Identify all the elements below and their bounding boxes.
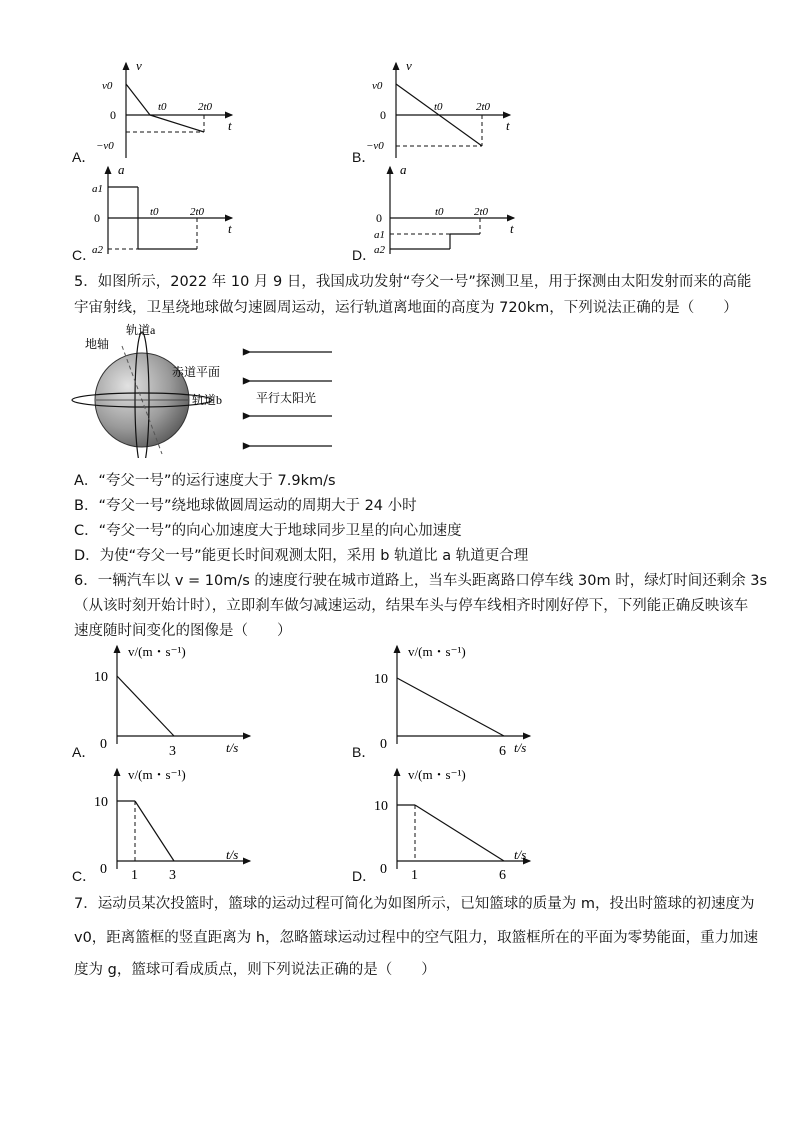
q5-option-c[interactable]: C．“夸父一号”的向心加速度大于地球同步卫星的向心加速度 xyxy=(74,523,462,539)
svg-text:t0: t0 xyxy=(150,206,159,218)
q5-option-a[interactable]: A．“夸父一号”的运行速度大于 7.9km/s xyxy=(74,473,336,489)
q4-option-b xyxy=(350,58,530,168)
svg-text:v/(m・s⁻¹): v/(m・s⁻¹) xyxy=(128,767,186,782)
svg-text:v/(m・s⁻¹): v/(m・s⁻¹) xyxy=(128,644,186,659)
v-axis-label: v xyxy=(136,58,142,73)
q6-graph-a xyxy=(70,640,270,760)
svg-text:v: v xyxy=(406,58,412,73)
q7-stem-line2: v0，距离篮框的竖直距离为 h，忽略篮球运动过程中的空气阻力，取篮框所在的平面为零势能面，重力加速 xyxy=(74,930,759,946)
svg-text:6: 6 xyxy=(499,868,506,883)
svg-text:0: 0 xyxy=(380,737,387,752)
svg-text:t/s: t/s xyxy=(514,847,527,862)
q4-graph-a xyxy=(70,58,250,168)
svg-text:a2: a2 xyxy=(374,244,385,256)
q5-stem-line2: 宇宙射线，卫星绕地球做匀速圆周运动，运行轨道离地面的高度为 720km，下列说法正确的是（ ） xyxy=(74,300,738,316)
svg-text:v/(m・s⁻¹): v/(m・s⁻¹) xyxy=(408,767,466,782)
q4-option-c-label[interactable]: C． xyxy=(72,247,97,263)
sunlight-label: 平行太阳光 xyxy=(256,391,317,405)
q4-option-d-label[interactable]: D． xyxy=(352,247,377,263)
v-t-line xyxy=(397,678,504,736)
t-axis-label: t xyxy=(228,118,232,133)
q5-option-d[interactable]: D．为使“夸父一号”能更长时间观测太阳，采用 b 轨道比 a 轨道更合理 xyxy=(74,548,529,564)
svg-text:a: a xyxy=(400,162,407,177)
svg-text:t/s: t/s xyxy=(514,740,527,755)
line-seg-1 xyxy=(126,84,150,115)
line-seg-2 xyxy=(150,115,204,132)
q6-graph-b xyxy=(350,640,550,760)
q6-stem-line1: 6．一辆汽车以 v = 10m/s 的速度行驶在城市道路上，当车头距离路口停车线 30m 时，绿灯时间还剩余 3s xyxy=(74,573,768,589)
svg-text:3: 3 xyxy=(169,868,176,883)
svg-text:1: 1 xyxy=(411,868,418,883)
q4-graph-b xyxy=(350,58,530,168)
q7-stem-line3: 度为 g，篮球可看成质点，则下列说法正确的是（ ） xyxy=(74,962,436,978)
q6-option-c-label[interactable]: C． xyxy=(72,868,97,884)
q7-stem-line1: 7．运动员某次投篮时，篮球的运动过程可简化为如图所示，已知篮球的质量为 m，投出时篮球的初速度为 xyxy=(74,896,755,912)
svg-text:0: 0 xyxy=(380,108,386,122)
svg-text:t0: t0 xyxy=(435,206,444,218)
q4-option-a-label[interactable]: A． xyxy=(72,149,96,165)
svg-text:1: 1 xyxy=(131,868,138,883)
svg-text:t/s: t/s xyxy=(226,847,239,862)
q6-stem-line2: （从该时刻开始计时），立即刹车做匀减速运动，结果车头与停车线相齐时刚好停下，下列能正确反映该车 xyxy=(74,598,749,614)
svg-text:0: 0 xyxy=(110,108,116,122)
q6-option-a-label[interactable]: A． xyxy=(72,744,96,760)
svg-text:t: t xyxy=(228,221,232,236)
q4-option-d xyxy=(350,162,530,262)
svg-text:t: t xyxy=(506,118,510,133)
svg-text:0: 0 xyxy=(376,211,382,225)
svg-text:t: t xyxy=(510,221,514,236)
q6-option-d-label[interactable]: D． xyxy=(352,868,377,884)
q4-graph-d xyxy=(350,162,530,262)
q6-graph-d xyxy=(350,763,550,883)
orbit-a-label: 轨道a xyxy=(126,323,156,337)
q5-stem-line1: 5．如图所示，2022 年 10 月 9 日，我国成功发射“夸父一号”探测卫星，用于探测由太阳发射而来的高能 xyxy=(74,274,752,290)
svg-text:2t0: 2t0 xyxy=(198,101,213,113)
svg-text:t0: t0 xyxy=(434,101,443,113)
q5-option-b[interactable]: B．“夸父一号”绕地球做圆周运动的周期大于 24 小时 xyxy=(74,498,417,514)
equator-plane-label: 赤道平面 xyxy=(172,365,221,379)
orbit-b-label: 轨道b xyxy=(192,393,223,407)
svg-text:t0: t0 xyxy=(158,101,167,113)
svg-text:0: 0 xyxy=(100,862,107,877)
earth-axis-label: 地轴 xyxy=(85,337,110,351)
svg-text:0: 0 xyxy=(100,737,107,752)
svg-text:10: 10 xyxy=(374,672,388,687)
svg-text:v0: v0 xyxy=(372,80,383,92)
q4-option-c xyxy=(70,162,250,262)
svg-text:0: 0 xyxy=(94,211,100,225)
svg-text:−v0: −v0 xyxy=(366,140,384,152)
svg-text:3: 3 xyxy=(169,744,176,759)
q6-option-b-label[interactable]: B． xyxy=(352,744,376,760)
svg-text:a: a xyxy=(118,162,125,177)
q6-stem-line3: 速度随时间变化的图像是（ ） xyxy=(74,623,292,639)
svg-text:t/s: t/s xyxy=(226,740,239,755)
q4-option-a xyxy=(70,58,250,168)
svg-text:10: 10 xyxy=(94,795,108,810)
svg-text:−v0: −v0 xyxy=(96,140,114,152)
svg-text:0: 0 xyxy=(380,862,387,877)
svg-text:a2: a2 xyxy=(92,244,103,256)
svg-text:2t0: 2t0 xyxy=(474,206,489,218)
svg-text:10: 10 xyxy=(374,799,388,814)
svg-text:a1: a1 xyxy=(374,229,385,241)
q4-option-b-label[interactable]: B． xyxy=(352,149,376,165)
q6-graph-c xyxy=(70,763,270,883)
svg-text:v0: v0 xyxy=(102,80,113,92)
svg-text:a1: a1 xyxy=(92,183,103,195)
svg-text:6: 6 xyxy=(499,744,506,759)
q4-graph-c xyxy=(70,162,250,262)
svg-text:2t0: 2t0 xyxy=(476,101,491,113)
q5-figure xyxy=(70,318,350,458)
svg-text:v/(m・s⁻¹): v/(m・s⁻¹) xyxy=(408,644,466,659)
v-t-line xyxy=(117,676,174,736)
svg-text:10: 10 xyxy=(94,670,108,685)
svg-text:2t0: 2t0 xyxy=(190,206,205,218)
